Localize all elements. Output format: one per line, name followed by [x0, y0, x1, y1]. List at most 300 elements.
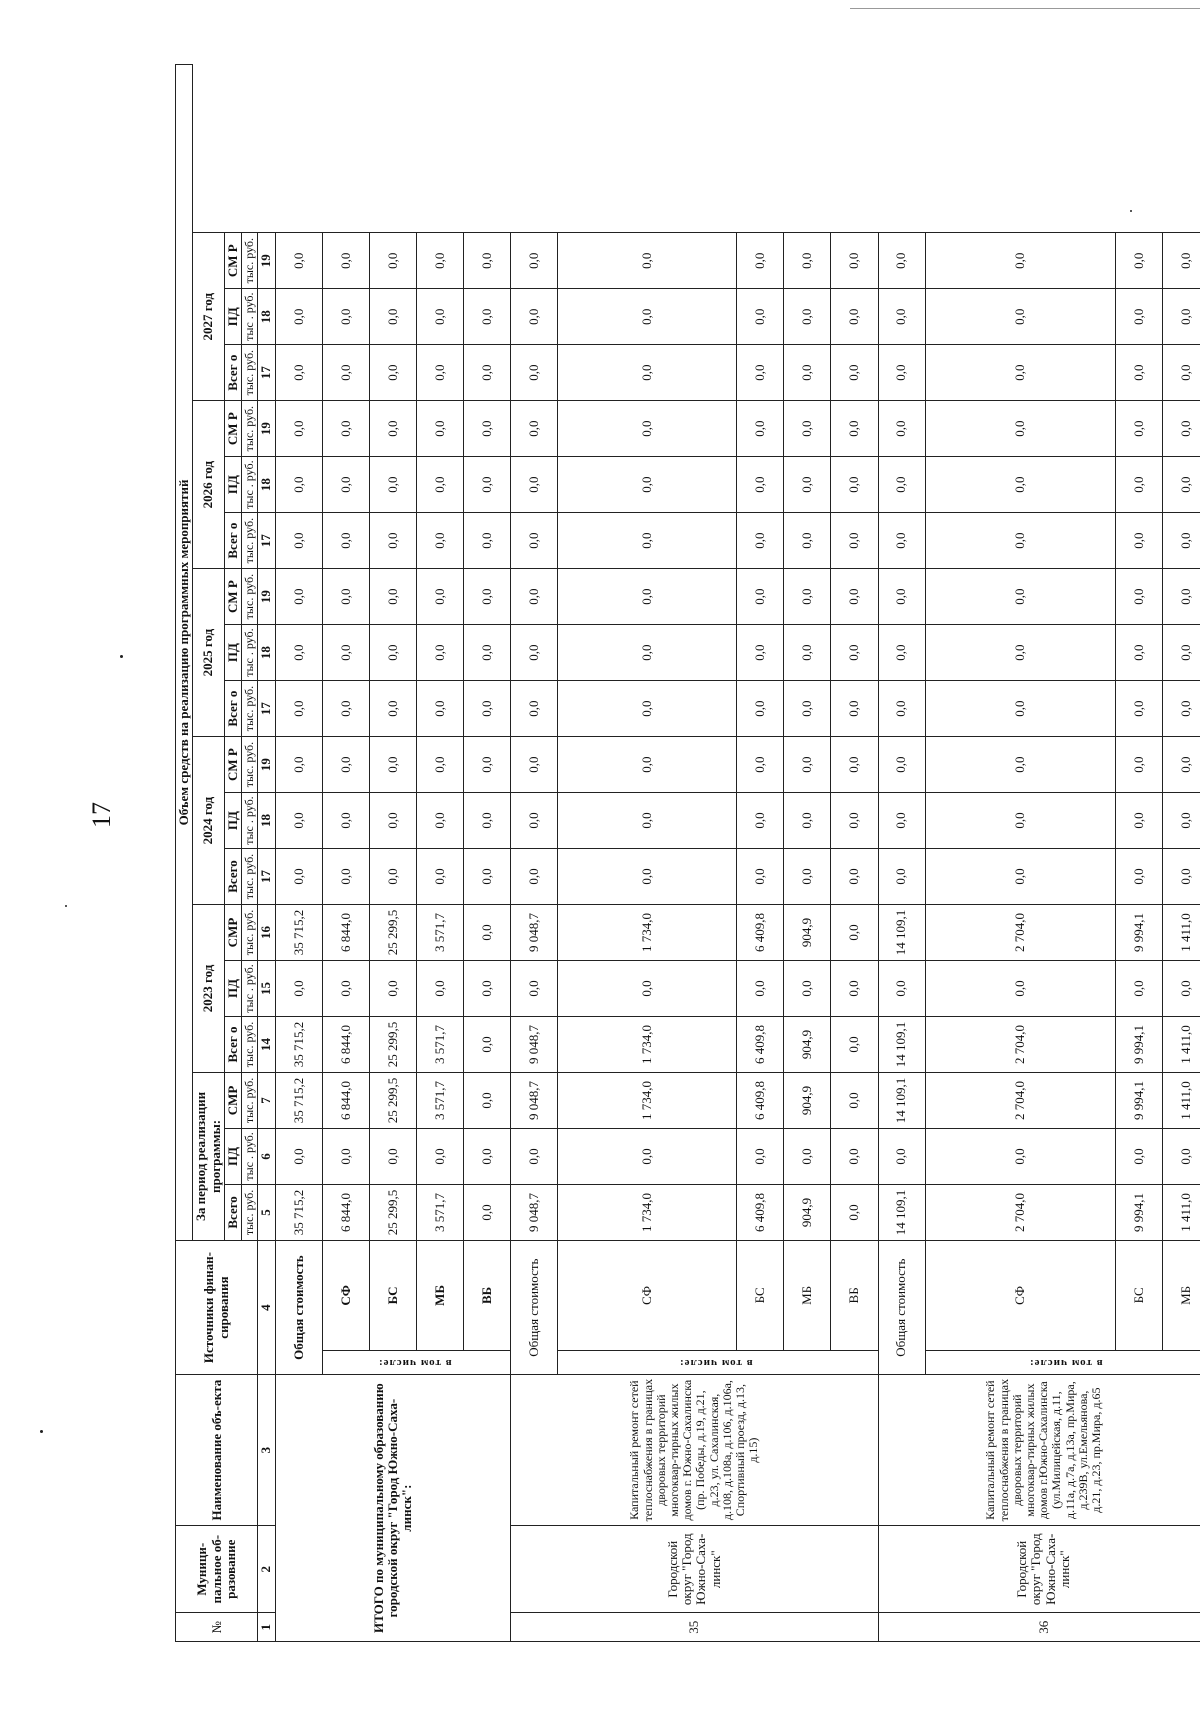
column-number: 15	[258, 961, 275, 1017]
value-cell: 0,0	[878, 457, 925, 513]
in-that-number-text: в том числе:	[679, 1356, 754, 1369]
value-cell: 0,0	[878, 849, 925, 905]
value-cell: 0,0	[511, 289, 558, 345]
col-no-header: №	[176, 1613, 258, 1642]
value-cell: 0,0	[1115, 345, 1162, 401]
value-cell: 0,0	[417, 737, 464, 793]
value-cell: 6 844,0	[322, 1072, 369, 1128]
value-cell: 0,0	[369, 569, 416, 625]
value-cell: 0,0	[878, 289, 925, 345]
value-cell: 9 048,7	[511, 1016, 558, 1072]
value-cell: 2 704,0	[925, 905, 1115, 961]
value-cell: 0,0	[464, 1072, 511, 1128]
value-cell: 1 411,0	[1162, 1072, 1200, 1128]
value-cell: 0,0	[558, 737, 737, 793]
value-cell: 0,0	[464, 457, 511, 513]
value-cell: 0,0	[558, 961, 737, 1017]
value-cell: 0,0	[878, 569, 925, 625]
value-cell: 1 411,0	[1162, 905, 1200, 961]
column-number: 16	[258, 905, 275, 961]
col-sources-header: Источники финан-сирования	[176, 1240, 258, 1374]
unit-label: тыс. руб.	[242, 1072, 258, 1128]
value-cell: 0,0	[831, 961, 878, 1017]
value-cell: 0,0	[737, 737, 784, 793]
value-cell: 0,0	[784, 625, 831, 681]
value-cell: 0,0	[784, 233, 831, 289]
sub-header: СМ Р	[224, 401, 241, 457]
value-cell: 2 704,0	[925, 1184, 1115, 1240]
value-cell: 1 734,0	[558, 905, 737, 961]
sub-header: СМ Р	[224, 569, 241, 625]
unit-label: тыс . руб.	[242, 793, 258, 849]
column-number: 19	[258, 569, 275, 625]
value-cell: 0,0	[831, 233, 878, 289]
value-cell: 0,0	[511, 345, 558, 401]
column-number: 18	[258, 625, 275, 681]
value-cell: 0,0	[322, 849, 369, 905]
value-cell: 0,0	[784, 737, 831, 793]
value-cell: 0,0	[878, 345, 925, 401]
value-cell: 0,0	[558, 793, 737, 849]
value-cell: 35 715,2	[275, 905, 322, 961]
value-cell: 9 994,1	[1115, 905, 1162, 961]
value-cell: 0,0	[558, 289, 737, 345]
value-cell: 0,0	[417, 625, 464, 681]
value-cell: 0,0	[464, 737, 511, 793]
column-number: 19	[258, 401, 275, 457]
unit-label: тыс. руб.	[242, 681, 258, 737]
value-cell: 0,0	[1162, 457, 1200, 513]
source-label: ВБ	[464, 1240, 511, 1350]
value-cell: 0,0	[275, 233, 322, 289]
value-cell: 0,0	[369, 849, 416, 905]
unit-label: тыс. руб.	[242, 345, 258, 401]
source-label: Общая стоимость	[511, 1240, 558, 1374]
object-municipality: Городской округ "Город Южно-Саха-линск"	[878, 1525, 1200, 1613]
unit-label: тыс . руб.	[242, 961, 258, 1017]
in-that-number-label	[322, 1350, 510, 1374]
value-cell: 0,0	[369, 289, 416, 345]
value-cell: 25 299,5	[369, 905, 416, 961]
object-row	[511, 65, 558, 1642]
value-cell: 0,0	[784, 1128, 831, 1184]
value-cell: 0,0	[369, 1128, 416, 1184]
scan-speck	[65, 905, 67, 907]
value-cell: 9 048,7	[511, 1072, 558, 1128]
year-header: 2023 год	[193, 905, 225, 1073]
value-cell: 0,0	[275, 625, 322, 681]
value-cell: 0,0	[464, 289, 511, 345]
value-cell: 0,0	[369, 345, 416, 401]
value-cell: 2 704,0	[925, 1072, 1115, 1128]
value-cell: 0,0	[417, 961, 464, 1017]
value-cell: 0,0	[558, 1128, 737, 1184]
sub-header: Всег о	[224, 345, 241, 401]
column-number: 17	[258, 345, 275, 401]
unit-label: тыс. руб.	[242, 513, 258, 569]
col-municipality-header: Муници-пальное об-разование	[176, 1525, 258, 1613]
value-cell: 9 048,7	[511, 905, 558, 961]
value-cell: 35 715,2	[275, 1016, 322, 1072]
source-label: БС	[1115, 1240, 1162, 1350]
value-cell: 0,0	[737, 849, 784, 905]
value-cell: 0,0	[511, 793, 558, 849]
value-cell: 25 299,5	[369, 1072, 416, 1128]
value-cell: 0,0	[831, 625, 878, 681]
value-cell: 25 299,5	[369, 1184, 416, 1240]
header-row-1	[176, 65, 193, 1642]
sub-header: Всего	[224, 1184, 241, 1240]
col-object-name-header: Наименование объ-екта	[176, 1375, 258, 1526]
year-header: 2025 год	[193, 569, 225, 737]
sub-header: Всег о	[224, 513, 241, 569]
column-number: 18	[258, 457, 275, 513]
value-cell: 0,0	[784, 793, 831, 849]
value-cell: 0,0	[737, 793, 784, 849]
scan-speck	[40, 1430, 43, 1433]
value-cell: 0,0	[737, 625, 784, 681]
value-cell: 0,0	[275, 457, 322, 513]
value-cell: 0,0	[925, 961, 1115, 1017]
unit-label: тыс. руб.	[242, 737, 258, 793]
value-cell: 0,0	[511, 625, 558, 681]
value-cell: 0,0	[275, 737, 322, 793]
value-cell: 14 109,1	[878, 1016, 925, 1072]
value-cell: 0,0	[464, 961, 511, 1017]
source-label: Общая стоимость	[878, 1240, 925, 1374]
sub-header: ПД	[224, 625, 241, 681]
value-cell: 0,0	[275, 849, 322, 905]
value-cell: 0,0	[737, 401, 784, 457]
source-label: СФ	[558, 1240, 737, 1350]
value-cell: 0,0	[275, 289, 322, 345]
value-cell: 904,9	[784, 1016, 831, 1072]
value-cell: 0,0	[925, 793, 1115, 849]
value-cell: 0,0	[1115, 513, 1162, 569]
value-cell: 2 704,0	[925, 1016, 1115, 1072]
value-cell: 0,0	[322, 681, 369, 737]
value-cell: 0,0	[417, 849, 464, 905]
value-cell: 0,0	[831, 457, 878, 513]
unit-label: тыс . руб.	[242, 289, 258, 345]
sub-header: Всег о	[224, 1016, 241, 1072]
value-cell: 0,0	[831, 737, 878, 793]
value-cell: 0,0	[464, 1016, 511, 1072]
value-cell: 0,0	[417, 513, 464, 569]
value-cell: 0,0	[831, 289, 878, 345]
value-cell: 0,0	[878, 793, 925, 849]
source-label: БС	[737, 1240, 784, 1350]
column-number: 17	[258, 681, 275, 737]
value-cell: 0,0	[417, 233, 464, 289]
value-cell: 0,0	[464, 1184, 511, 1240]
value-cell: 3 571,7	[417, 1016, 464, 1072]
value-cell: 904,9	[784, 1184, 831, 1240]
value-cell: 0,0	[925, 513, 1115, 569]
sub-header: ПД	[224, 1128, 241, 1184]
value-cell: 0,0	[275, 401, 322, 457]
value-cell: 1 411,0	[1162, 1184, 1200, 1240]
value-cell: 0,0	[369, 681, 416, 737]
value-cell: 0,0	[737, 681, 784, 737]
value-cell: 3 571,7	[417, 905, 464, 961]
value-cell: 0,0	[1162, 961, 1200, 1017]
scan-speck	[1130, 210, 1132, 212]
unit-label: тыс. руб.	[242, 233, 258, 289]
object-name: Капитальный ремонт сетей теплоснабжения в границах дворовых территорий многоквар-тирных жилых домов г.Южно-Сахалинска (ул.Милицейская, д.11, д.11а, д.7а, д.13а, пр.Мира, д.239В, ул.Емельянова, д.21, д.23, пр.Мира, д.65	[878, 1375, 1200, 1526]
value-cell: 0,0	[417, 1128, 464, 1184]
value-cell: 0,0	[369, 737, 416, 793]
in-that-number-text: в том числе:	[1028, 1356, 1103, 1369]
value-cell: 0,0	[275, 345, 322, 401]
value-cell: 0,0	[511, 233, 558, 289]
value-cell: 0,0	[1162, 401, 1200, 457]
unit-label: тыс . руб.	[242, 625, 258, 681]
source-label: Общая стоимость	[275, 1240, 322, 1374]
value-cell: 0,0	[511, 401, 558, 457]
value-cell: 0,0	[1162, 849, 1200, 905]
value-cell: 6 844,0	[322, 1016, 369, 1072]
value-cell: 0,0	[784, 513, 831, 569]
value-cell: 0,0	[737, 513, 784, 569]
value-cell: 904,9	[784, 1072, 831, 1128]
value-cell: 0,0	[1115, 569, 1162, 625]
value-cell: 0,0	[784, 569, 831, 625]
value-cell: 0,0	[369, 793, 416, 849]
column-number: 3	[258, 1375, 275, 1526]
value-cell: 0,0	[878, 737, 925, 793]
column-number: 7	[258, 1072, 275, 1128]
value-cell: 35 715,2	[275, 1072, 322, 1128]
value-cell: 0,0	[369, 961, 416, 1017]
value-cell: 9 994,1	[1115, 1184, 1162, 1240]
value-cell: 6 409,8	[737, 905, 784, 961]
value-cell: 0,0	[322, 793, 369, 849]
source-label: СФ	[322, 1240, 369, 1350]
value-cell: 0,0	[369, 513, 416, 569]
value-cell: 0,0	[511, 737, 558, 793]
sub-header: ПД	[224, 793, 241, 849]
value-cell: 0,0	[1115, 289, 1162, 345]
unit-label: тыс. руб.	[242, 1184, 258, 1240]
value-cell: 14 109,1	[878, 905, 925, 961]
value-cell: 1 734,0	[558, 1016, 737, 1072]
value-cell: 0,0	[511, 849, 558, 905]
value-cell: 0,0	[784, 849, 831, 905]
unit-label: тыс. руб.	[242, 1016, 258, 1072]
value-cell: 0,0	[275, 513, 322, 569]
value-cell: 0,0	[275, 793, 322, 849]
value-cell: 1 734,0	[558, 1072, 737, 1128]
column-number-row	[258, 65, 275, 1642]
value-cell: 0,0	[831, 569, 878, 625]
value-cell: 0,0	[322, 457, 369, 513]
unit-label: тыс. руб.	[242, 849, 258, 905]
value-cell: 0,0	[925, 569, 1115, 625]
value-cell: 25 299,5	[369, 1016, 416, 1072]
value-cell: 0,0	[831, 1072, 878, 1128]
value-cell: 0,0	[831, 345, 878, 401]
unit-label: тыс. руб.	[242, 401, 258, 457]
value-cell: 0,0	[925, 737, 1115, 793]
value-cell: 0,0	[322, 737, 369, 793]
value-cell: 6 844,0	[322, 1184, 369, 1240]
value-cell: 0,0	[925, 681, 1115, 737]
value-cell: 0,0	[322, 401, 369, 457]
value-cell: 0,0	[417, 401, 464, 457]
value-cell: 0,0	[558, 513, 737, 569]
value-cell: 0,0	[1115, 233, 1162, 289]
scan-speck	[120, 655, 123, 658]
sub-header: ПД	[224, 289, 241, 345]
value-cell: 0,0	[322, 289, 369, 345]
value-cell: 9 048,7	[511, 1184, 558, 1240]
value-cell: 0,0	[275, 681, 322, 737]
value-cell: 0,0	[322, 345, 369, 401]
value-cell: 0,0	[464, 681, 511, 737]
column-number: 18	[258, 289, 275, 345]
value-cell: 0,0	[1115, 457, 1162, 513]
value-cell: 0,0	[511, 681, 558, 737]
value-cell: 0,0	[1115, 737, 1162, 793]
value-cell: 0,0	[737, 1128, 784, 1184]
value-cell: 0,0	[1162, 681, 1200, 737]
column-number: 19	[258, 737, 275, 793]
top-scan-line	[850, 8, 1200, 9]
column-number: 17	[258, 513, 275, 569]
value-cell: 0,0	[1162, 345, 1200, 401]
value-cell: 0,0	[369, 401, 416, 457]
value-cell: 0,0	[511, 569, 558, 625]
column-number: 19	[258, 233, 275, 289]
sub-header: ПД	[224, 961, 241, 1017]
value-cell: 0,0	[878, 401, 925, 457]
column-number: 4	[258, 1240, 275, 1374]
value-cell: 0,0	[737, 345, 784, 401]
value-cell: 0,0	[558, 233, 737, 289]
totals-row	[275, 65, 322, 1642]
source-label: МБ	[417, 1240, 464, 1350]
value-cell: 0,0	[1162, 793, 1200, 849]
value-cell: 0,0	[275, 1128, 322, 1184]
column-number: 1	[258, 1613, 275, 1642]
value-cell: 0,0	[417, 681, 464, 737]
source-label: БС	[369, 1240, 416, 1350]
volume-header: Объем средств на реализацию программных мероприятий	[176, 65, 193, 1241]
value-cell: 0,0	[464, 233, 511, 289]
value-cell: 0,0	[275, 961, 322, 1017]
sub-header: Всег о	[224, 681, 241, 737]
value-cell: 0,0	[464, 1128, 511, 1184]
column-number: 5	[258, 1184, 275, 1240]
value-cell: 0,0	[417, 793, 464, 849]
value-cell: 0,0	[464, 793, 511, 849]
value-cell: 9 994,1	[1115, 1072, 1162, 1128]
value-cell: 0,0	[1115, 1128, 1162, 1184]
value-cell: 0,0	[275, 569, 322, 625]
value-cell: 0,0	[831, 793, 878, 849]
object-name: Капитальный ремонт сетей теплоснабжения в границах дворовых территорий многоквар-тирных жилых домов г. Южно-Сахалинска (пр. Победы, д.19, д.21, д.23, ул. Сахалинская, д.108, д.108а, д.106, д.106а, Спортивный проезд, д.13, д.15)	[511, 1375, 878, 1526]
object-municipality: Городской округ "Город Южно-Саха-линск"	[511, 1525, 878, 1613]
in-that-number-label	[925, 1350, 1200, 1374]
value-cell: 0,0	[369, 457, 416, 513]
value-cell: 0,0	[417, 345, 464, 401]
sub-header: Всего	[224, 849, 241, 905]
value-cell: 0,0	[737, 233, 784, 289]
value-cell: 0,0	[831, 401, 878, 457]
value-cell: 0,0	[878, 681, 925, 737]
value-cell: 0,0	[558, 401, 737, 457]
value-cell: 0,0	[322, 1128, 369, 1184]
value-cell: 0,0	[1115, 961, 1162, 1017]
value-cell: 0,0	[925, 1128, 1115, 1184]
value-cell: 0,0	[511, 457, 558, 513]
page-number: 17	[87, 802, 116, 828]
value-cell: 0,0	[831, 1016, 878, 1072]
value-cell: 0,0	[511, 1128, 558, 1184]
value-cell: 0,0	[1162, 289, 1200, 345]
value-cell: 0,0	[464, 905, 511, 961]
value-cell: 0,0	[417, 457, 464, 513]
value-cell: 0,0	[925, 625, 1115, 681]
value-cell: 6 409,8	[737, 1072, 784, 1128]
value-cell: 0,0	[925, 457, 1115, 513]
year-header: 2027 год	[193, 233, 225, 401]
value-cell: 0,0	[558, 569, 737, 625]
value-cell: 0,0	[831, 1184, 878, 1240]
value-cell: 0,0	[1162, 233, 1200, 289]
value-cell: 14 109,1	[878, 1072, 925, 1128]
value-cell: 0,0	[1162, 1128, 1200, 1184]
value-cell: 0,0	[1162, 513, 1200, 569]
value-cell: 0,0	[558, 457, 737, 513]
value-cell: 0,0	[878, 1128, 925, 1184]
value-cell: 0,0	[1115, 681, 1162, 737]
value-cell: 0,0	[784, 961, 831, 1017]
value-cell: 6 409,8	[737, 1016, 784, 1072]
value-cell: 0,0	[925, 401, 1115, 457]
value-cell: 0,0	[737, 569, 784, 625]
value-cell: 0,0	[558, 849, 737, 905]
value-cell: 0,0	[831, 513, 878, 569]
value-cell: 0,0	[322, 233, 369, 289]
value-cell: 0,0	[417, 289, 464, 345]
value-cell: 6 409,8	[737, 1184, 784, 1240]
value-cell: 1 734,0	[558, 1184, 737, 1240]
value-cell: 0,0	[1115, 401, 1162, 457]
value-cell: 0,0	[737, 961, 784, 1017]
source-label: МБ	[1162, 1240, 1200, 1350]
unit-label: тыс. руб.	[242, 569, 258, 625]
object-number: 36	[878, 1613, 1200, 1642]
source-label: МБ	[784, 1240, 831, 1350]
value-cell: 0,0	[831, 1128, 878, 1184]
column-number: 2	[258, 1525, 275, 1613]
in-that-number-text: в том числе:	[378, 1356, 452, 1369]
value-cell: 0,0	[878, 513, 925, 569]
sub-header: ПД	[224, 457, 241, 513]
value-cell: 1 411,0	[1162, 1016, 1200, 1072]
value-cell: 0,0	[784, 401, 831, 457]
value-cell: 0,0	[417, 569, 464, 625]
value-cell: 904,9	[784, 905, 831, 961]
value-cell: 0,0	[322, 569, 369, 625]
value-cell: 0,0	[1115, 849, 1162, 905]
value-cell: 0,0	[322, 513, 369, 569]
unit-label: тыс. руб.	[242, 905, 258, 961]
value-cell: 6 844,0	[322, 905, 369, 961]
value-cell: 0,0	[464, 569, 511, 625]
